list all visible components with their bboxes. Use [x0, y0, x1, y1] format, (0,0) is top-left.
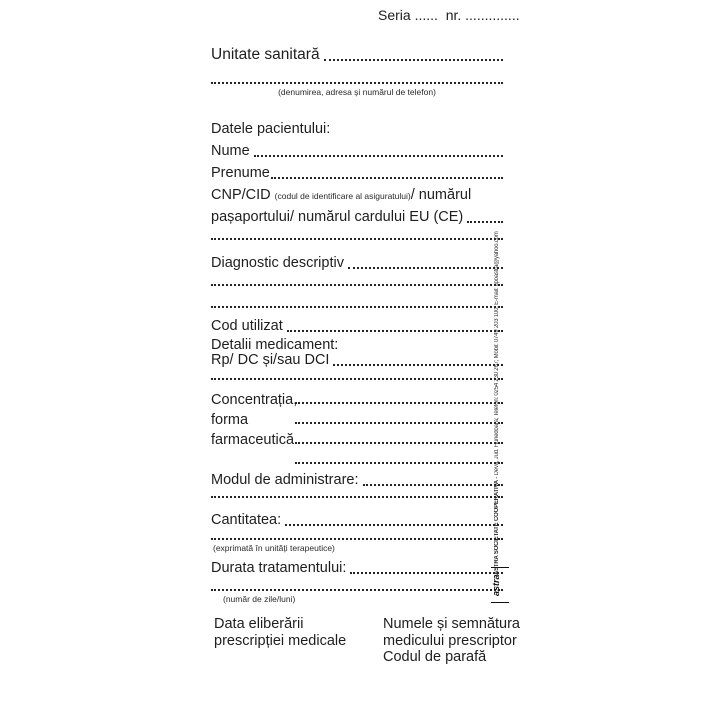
duration-caption: (număr de zile/luni): [223, 594, 296, 604]
astra-logo: astra: [491, 567, 509, 603]
dot-leader: [295, 402, 503, 404]
dotted-line: [211, 238, 503, 240]
name-row: [211, 143, 503, 160]
dotted-line: [211, 496, 503, 498]
rp-label: Rp/ DC și/sau DCI: [211, 352, 330, 368]
form-label: forma: [211, 412, 249, 428]
dot-leader: [363, 484, 504, 486]
cnp-row: [211, 187, 503, 204]
rp-row: [211, 352, 503, 369]
dot-leader: [295, 442, 503, 444]
form-content: [211, 0, 520, 720]
dotted-line: [211, 82, 503, 84]
issue-date-line-1: Data eliberării: [214, 616, 304, 632]
concentration-row-3: [211, 428, 503, 448]
dot-leader: [254, 155, 503, 157]
dotted-line: [211, 284, 503, 286]
quantity-caption: (exprimată în unități terapeutice): [213, 543, 335, 553]
dotted-line: [211, 378, 503, 380]
printer-name: ASTRA SOCIETATE COOPERATIVA: [494, 480, 500, 575]
concentration-block: [211, 388, 503, 468]
health-unit-label: Unitate sanitară: [211, 46, 320, 63]
issue-date-line-2: prescripției medicale: [214, 632, 347, 649]
code-used-row: [211, 318, 503, 335]
dot-leader: [324, 59, 503, 61]
quantity-row: [211, 512, 503, 529]
dot-leader: [295, 462, 503, 464]
patient-section-title: Datele pacientului:: [211, 121, 331, 137]
concentration-label: Concentrația,: [211, 392, 298, 408]
concentration-row-4: [211, 448, 503, 468]
printer-credit-vertical-text: [494, 230, 508, 575]
passport-row: [211, 209, 503, 226]
administration-label: Modul de administrare:: [211, 472, 359, 488]
name-label: Nume: [211, 143, 250, 159]
physician-line-3: Codul de parafă: [383, 649, 487, 665]
medication-details-title: Detalii medicament:: [211, 337, 339, 353]
printer-contact: - Deva, Jud. Hunedoara; Telefon: 0254 230 267; Mobil: 0749 203 100; E-mail: tipoastra@yahoo.com: [494, 231, 500, 481]
quantity-label: Cantitatea:: [211, 512, 282, 528]
physician-signature-block: [383, 616, 520, 666]
pharmaceutical-label: farmaceutică: [211, 432, 295, 448]
cnp-small-caption: (codul de identificare al asiguratului): [274, 191, 411, 201]
physician-line-2: medicului prescriptor: [383, 632, 517, 649]
physician-line-1: Numele și semnătura: [383, 616, 520, 632]
administration-row: [211, 472, 503, 489]
dot-leader: [271, 177, 503, 179]
dot-leader: [285, 524, 503, 526]
cnp-label: CNP/CID: [211, 187, 271, 203]
duration-label: Durata tratamentului:: [211, 560, 347, 576]
concentration-row-1: [211, 388, 503, 408]
diagnosis-row: [211, 255, 503, 272]
concentration-row-2: [211, 408, 503, 428]
dot-leader: [348, 267, 503, 269]
code-used-label: Cod utilizat: [211, 318, 283, 334]
dot-leader: [333, 364, 503, 366]
seria-number-line: Seria ...... nr. ..............: [378, 7, 520, 23]
dot-leader: [350, 572, 503, 574]
dotted-line: [211, 589, 503, 591]
health-unit-row: [211, 46, 503, 64]
duration-row: [211, 560, 503, 577]
issue-date-block: [214, 616, 346, 649]
cnp-suffix: / numărul: [410, 187, 472, 203]
dotted-line: [211, 538, 503, 540]
surname-row: [211, 165, 503, 182]
diagnosis-label: Diagnostic descriptiv: [211, 255, 344, 271]
health-unit-caption: (denumirea, adresa și numărul de telefon): [278, 87, 436, 97]
surname-label: Prenume: [211, 165, 270, 181]
dot-leader: [467, 221, 503, 223]
dot-leader: [287, 330, 503, 332]
dot-leader: [295, 422, 503, 424]
passport-label: pașaportului/ numărul cardului EU (CE): [211, 209, 464, 225]
dotted-line: [211, 306, 503, 308]
